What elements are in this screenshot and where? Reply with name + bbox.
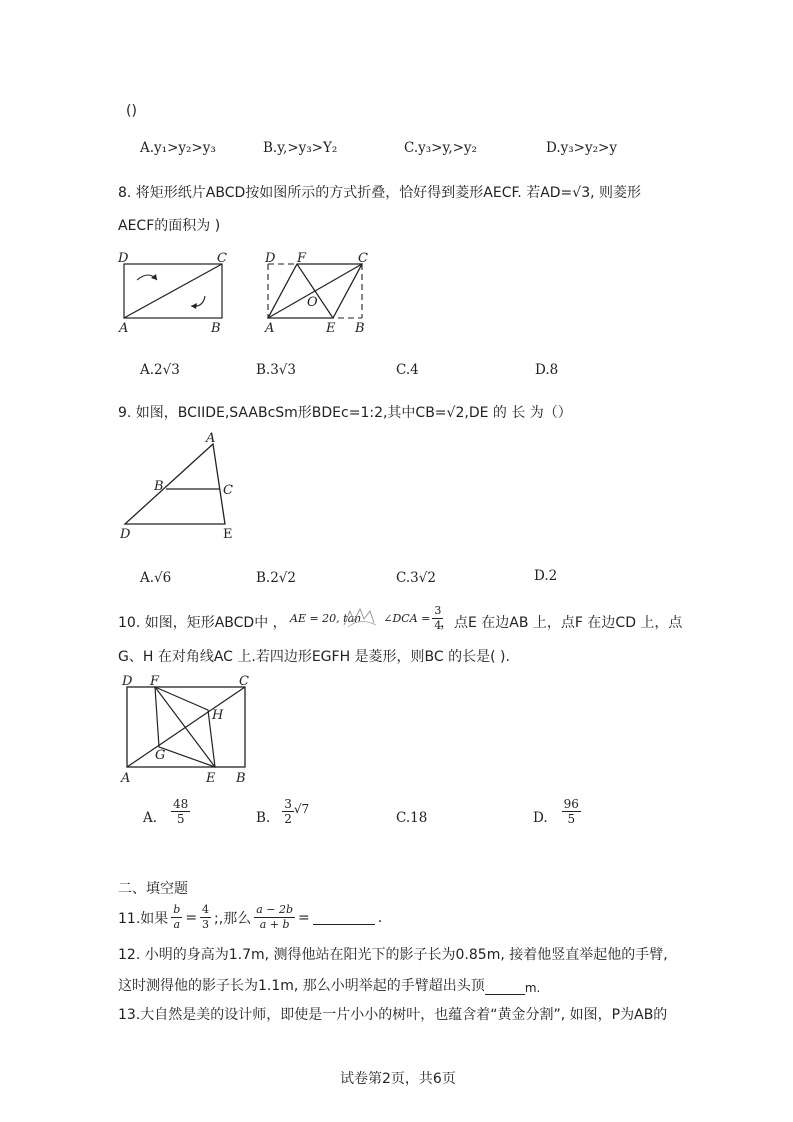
q11-f1-num: b (173, 903, 181, 916)
q11-end: . (377, 909, 383, 926)
q8-right-label-f: F (297, 251, 307, 266)
page-footer: 试卷第2页，共6页 (340, 1071, 456, 1087)
q12-answer-blank[interactable] (485, 980, 525, 995)
q10-label-e: E (206, 771, 216, 786)
q10-scribble-mark (340, 605, 384, 629)
q10-option-a-num: 48 (173, 796, 189, 811)
q10-option-a-den: 5 (176, 811, 185, 826)
q9-label-d: D (120, 527, 131, 542)
q8-stem-line1: 8. 将矩形纸片ABCD按如图所示的方式折叠，恰好得到菱形AECF. 若AD=√3, 则菱形 (118, 185, 642, 201)
q8-option-c: C.4 (396, 362, 419, 378)
q10-option-c: C.18 (396, 810, 428, 826)
q8-right-label-a: A (265, 321, 275, 335)
q10-option-d-fraction (562, 797, 581, 826)
q11-fraction-4-over-3 (200, 903, 211, 932)
q10-option-b-root: √7 (293, 802, 310, 816)
q10-option-d-den: 5 (567, 811, 576, 826)
q9-option-d: D.2 (534, 568, 558, 584)
q7-option-c: C.y₃>y,>y₂ (404, 140, 477, 156)
q11-f1-den: a (173, 918, 181, 931)
q8-left-label-c: C (217, 251, 227, 266)
q9-option-b: B.2√2 (256, 570, 296, 586)
q10-formula-den: 4 (434, 619, 442, 632)
q8-left-label-a: A (119, 321, 129, 335)
q11-prefix: 11.如果 (118, 910, 169, 927)
q10-option-a-label: A. (143, 810, 158, 826)
q11-equals: = (185, 909, 198, 926)
q11-f2-num: 4 (202, 903, 210, 916)
q8-left-label-d: D (118, 251, 129, 266)
q10-option-b-fraction (282, 797, 294, 826)
q10-option-b-den: 2 (284, 811, 292, 826)
q8-right-label-o: O (307, 295, 318, 310)
q10-formula-num: 3 (434, 604, 442, 617)
q11-stem (118, 903, 382, 932)
q8-right-label-b: B (355, 321, 365, 335)
q10-label-h: H (212, 708, 224, 723)
q8-right-label-c: C (358, 251, 368, 266)
q7-option-d: D.y₃>y₂>y (546, 140, 617, 156)
q10-option-a-fraction (171, 797, 190, 826)
q12-stem-line2-wrap (118, 975, 540, 995)
q10-label-f: F (150, 674, 160, 689)
q10-option-a (143, 796, 190, 826)
q10-stem-suffix: ，点E 在边AB 上，点F 在边CD 上，点 (440, 615, 683, 631)
q7-option-a: A.y₁>y₂>y₃ (140, 140, 216, 156)
q10-label-a: A (121, 771, 131, 786)
q9-stem: 9. 如图，BCIIDE,SAABcSm形BDEc=1:2,其中CB=√2,DE 的 长 为（） (118, 405, 572, 421)
q8-option-b: B.3√3 (256, 362, 296, 378)
q9-label-a: A (206, 432, 216, 446)
q8-right-label-d: D (265, 251, 276, 266)
q11-f2-den: 3 (202, 918, 210, 931)
q11-equals-2: = (298, 909, 310, 926)
q11-f3-den: a + b (259, 918, 290, 931)
q9-option-a: A.√6 (140, 570, 172, 586)
q9-label-e: E (223, 527, 233, 542)
q11-fraction-expression (254, 903, 295, 932)
q13-stem-line1: 13.大自然是美的设计师，即使是一片小小的树叶，也蕴含着“黄金分割”, 如图，P为AB的 (118, 1007, 668, 1023)
q8-figure-fold-diagram (117, 251, 227, 335)
q11-mid: ;,那么 (214, 910, 252, 927)
q10-option-d (533, 796, 581, 826)
q8-option-d: D.8 (535, 362, 559, 378)
q10-option-b-num: 3 (284, 796, 292, 811)
q10-label-g: G (155, 748, 166, 763)
q12-unit: m. (524, 981, 541, 995)
q10-option-b (256, 796, 309, 826)
q11-answer-blank[interactable] (313, 910, 375, 925)
q8-figure-rhombus (264, 251, 368, 335)
q8-option-a: A.2√3 (140, 362, 180, 378)
q7-stem-tail: () (126, 103, 137, 119)
q8-right-label-e: E (326, 321, 336, 335)
q10-label-b: B (236, 771, 246, 786)
q11-f3-num: a − 2b (256, 903, 294, 916)
q8-figures (115, 250, 375, 335)
q10-label-c: C (239, 674, 249, 689)
q10-stem-prefix: 10. 如图，矩形ABCD中 ， (118, 615, 287, 631)
q10-label-d: D (122, 674, 133, 689)
q10-formula-a: AE = 20, tan (290, 612, 362, 625)
q7-option-b: B.y,>y₃>Y₂ (263, 140, 338, 156)
q11-fraction-b-over-a (171, 903, 182, 932)
q12-stem-line1: 12. 小明的身高为1.7m, 测得他站在阳光下的影子长为0.85m, 接着他竖直举起他的手臂, (118, 947, 668, 963)
q10-option-b-label: B. (256, 810, 271, 826)
q10-stem-line2: G、H 在对角线AC 上.若四边形EGFH 是菱形，则BC 的长是( ). (118, 649, 510, 665)
q10-figure-rectangle (115, 670, 255, 788)
q8-left-label-b: B (211, 321, 221, 335)
q9-figure-triangle (115, 432, 245, 544)
q8-stem-line2: AECF的面积为 ) (118, 218, 221, 234)
section-heading-fill-in: 二、填空题 (118, 881, 188, 897)
q10-option-d-num: 96 (563, 796, 579, 811)
q9-label-c: C (223, 483, 233, 498)
q9-option-c: C.3√2 (396, 570, 436, 586)
q10-option-d-label: D. (533, 810, 548, 826)
q9-label-b: B (154, 479, 164, 494)
q12-stem-line2: 这时测得他的影子长为1.1m, 那么小明举起的手臂超出头顶 (118, 978, 485, 994)
q10-formula-b: ∠DCA = (383, 612, 431, 625)
